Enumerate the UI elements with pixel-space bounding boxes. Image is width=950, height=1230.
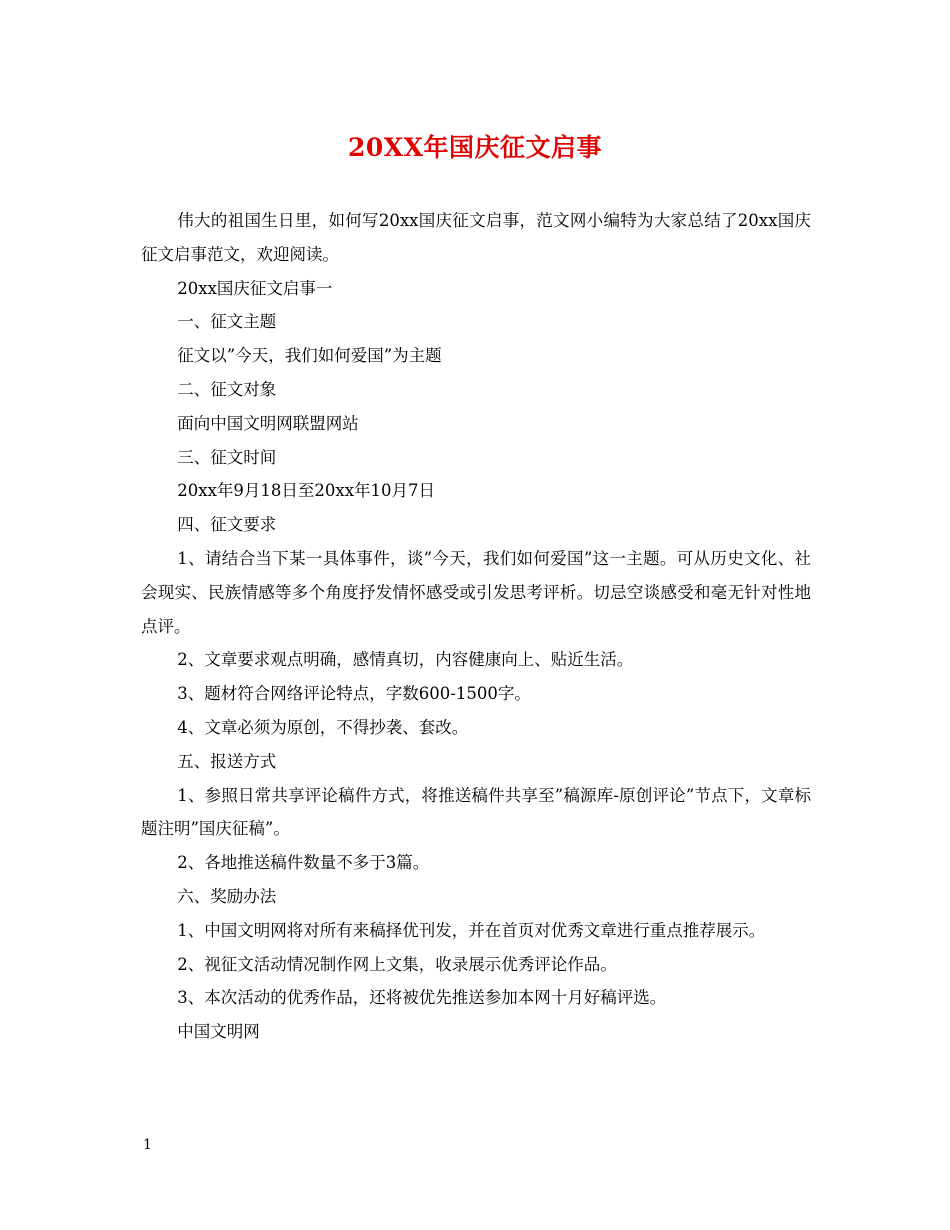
document-body bbox=[141, 204, 811, 1049]
section-heading-audience: 二、征文对象 bbox=[177, 379, 277, 399]
paragraph-theme: 征文以”今天，我们如何爱国”为主题 bbox=[177, 346, 442, 366]
paragraph-heading-notice-one: 20xx国庆征文启事一 bbox=[177, 278, 333, 298]
paragraph-requirement-2: 2、文章要求观点明确，感情真切，内容健康向上、贴近生活。 bbox=[177, 650, 634, 670]
page-number: 1 bbox=[143, 1137, 152, 1153]
section-heading-time: 三、征文时间 bbox=[177, 447, 277, 467]
paragraph-submission-2: 2、各地推送稿件数量不多于3篇。 bbox=[177, 853, 430, 873]
paragraph-reward-3: 3、本次活动的优秀作品，还将被优先推送参加本网十月好稿评选。 bbox=[177, 988, 667, 1008]
paragraph-intro: 伟大的祖国生日里，如何写20xx国庆征文启事，范文网小编特为大家总结了20xx国庆征文启事范文，欢迎阅读。 bbox=[141, 211, 811, 264]
paragraph-reward-1: 1、中国文明网将对所有来稿择优刊发，并在首页对优秀文章进行重点推荐展示。 bbox=[177, 920, 766, 940]
paragraph-submission-1: 1、参照日常共享评论稿件方式，将推送稿件共享至”稿源库-原创评论”节点下，文章标题注明”国庆征稿”。 bbox=[141, 785, 811, 839]
paragraph-audience: 面向中国文明网联盟网站 bbox=[177, 413, 359, 433]
paragraph-reward-2: 2、视征文活动情况制作网上文集，收录展示优秀评论作品。 bbox=[177, 954, 617, 974]
section-heading-submission: 五、报送方式 bbox=[177, 751, 277, 771]
section-heading-rewards: 六、奖励办法 bbox=[177, 886, 277, 906]
section-heading-requirements: 四、征文要求 bbox=[177, 515, 277, 535]
paragraph-time: 20xx年9月18日至20xx年10月7日 bbox=[177, 481, 435, 501]
paragraph-signature: 中国文明网 bbox=[177, 1022, 260, 1042]
paragraph-requirement-4: 4、文章必须为原创，不得抄袭、套改。 bbox=[177, 717, 469, 737]
paragraph-requirement-3: 3、题材符合网络评论特点，字数600-1500字。 bbox=[177, 684, 531, 704]
paragraph-requirement-1: 1、请结合当下某一具体事件，谈”今天，我们如何爱国”这一主题。可从历史文化、社会现实、民族情感等多个角度抒发情怀感受或引发思考评析。切忌空谈感受和毫无针对性地点评。 bbox=[141, 548, 811, 636]
document-title: 20XX年国庆征文启事 bbox=[347, 133, 603, 162]
section-heading-theme: 一、征文主题 bbox=[177, 312, 277, 332]
